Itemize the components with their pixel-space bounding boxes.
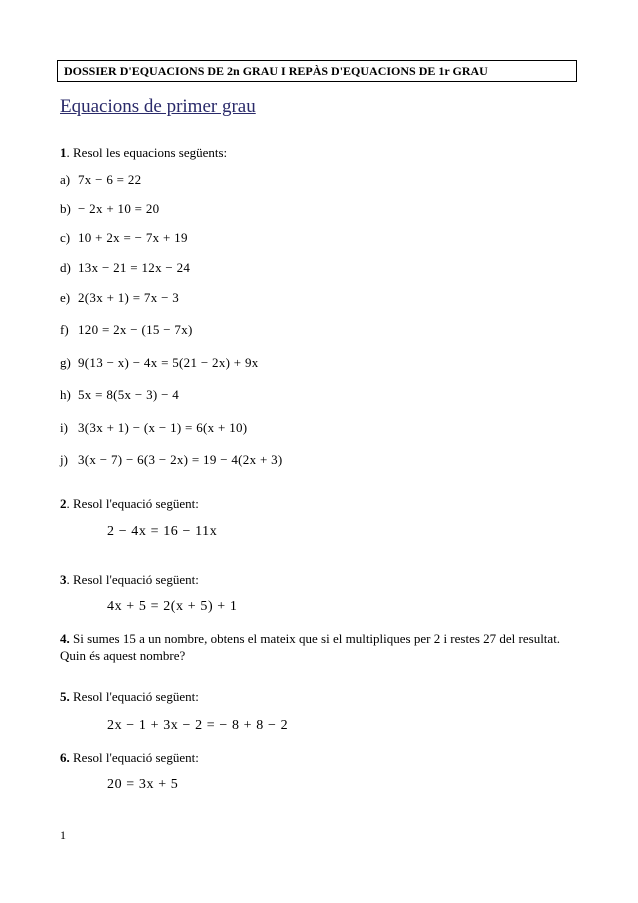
question-2-heading [60,496,199,512]
equation-item [60,172,141,188]
question-1-text: . Resol les equacions següents: [66,145,228,160]
equation-item [60,290,179,306]
question-6-equation: 20 = 3x + 5 [107,777,179,792]
equation-item [60,420,247,436]
equation-expression: 13x − 21 = 12x − 24 [78,260,191,275]
equation-letter: j) [60,452,68,467]
equation-letter: c) [60,230,71,245]
equation-item [60,260,190,276]
question-5-text: Resol l'equació següent: [69,689,199,704]
equation-expression: 120 = 2x − (15 − 7x) [78,322,193,337]
question-1-number: 1 [60,145,67,160]
equation-item [60,322,193,338]
question-2-number: 2 [60,496,67,511]
question-6-number: 6. [60,750,70,765]
question-3-number: 3 [60,572,67,587]
question-2-equation: 2 − 4x = 16 − 11x [107,524,218,539]
equation-letter: f) [60,322,69,337]
equation-item [60,355,259,371]
header-title: DOSSIER D'EQUACIONS DE 2n GRAU I REPÀS D'EQUACIONS DE 1r GRAU [64,64,488,78]
question-3-equation: 4x + 5 = 2(x + 5) + 1 [107,599,238,614]
equation-letter: h) [60,387,71,402]
equation-expression: 5x = 8(5x − 3) − 4 [78,387,180,402]
document-header [57,60,577,82]
section-title: Equacions de primer grau [60,96,256,117]
equation-letter: g) [60,355,71,370]
question-3-heading [60,572,199,588]
question-3-text: . Resol l'equació següent: [66,572,199,587]
equation-expression: 9(13 − x) − 4x = 5(21 − 2x) + 9x [78,355,259,370]
question-1-heading [60,145,227,161]
question-4-number: 4. [60,631,70,646]
equation-item [60,230,188,246]
equation-item [60,452,283,468]
equation-expression: 7x − 6 = 22 [78,172,142,187]
question-4-text: Si sumes 15 a un nombre, obtens el mateix que si el multipliques per 2 i restes 27 del resultat. Quin és aquest nombre? [60,631,561,663]
equation-item [60,387,179,403]
equation-letter: b) [60,201,71,216]
equation-expression: 10 + 2x = − 7x + 19 [78,230,188,245]
equation-letter: e) [60,290,71,305]
equation-letter: a) [60,172,71,187]
question-5-equation: 2x − 1 + 3x − 2 = − 8 + 8 − 2 [107,718,289,733]
page-number: 1 [60,828,66,842]
equation-expression: 3(x − 7) − 6(3 − 2x) = 19 − 4(2x + 3) [78,452,283,467]
equation-item [60,201,159,217]
equation-letter: d) [60,260,71,275]
question-6-text: Resol l'equació següent: [69,750,199,765]
question-2-text: . Resol l'equació següent: [66,496,199,511]
equation-expression: 2(3x + 1) = 7x − 3 [78,290,180,305]
question-5-number: 5. [60,689,70,704]
equation-expression: − 2x + 10 = 20 [78,201,160,216]
equation-letter: i) [60,420,68,435]
question-6-heading [60,750,199,766]
question-4-paragraph [60,630,580,664]
question-5-heading [60,689,199,705]
equation-expression: 3(3x + 1) − (x − 1) = 6(x + 10) [78,420,248,435]
